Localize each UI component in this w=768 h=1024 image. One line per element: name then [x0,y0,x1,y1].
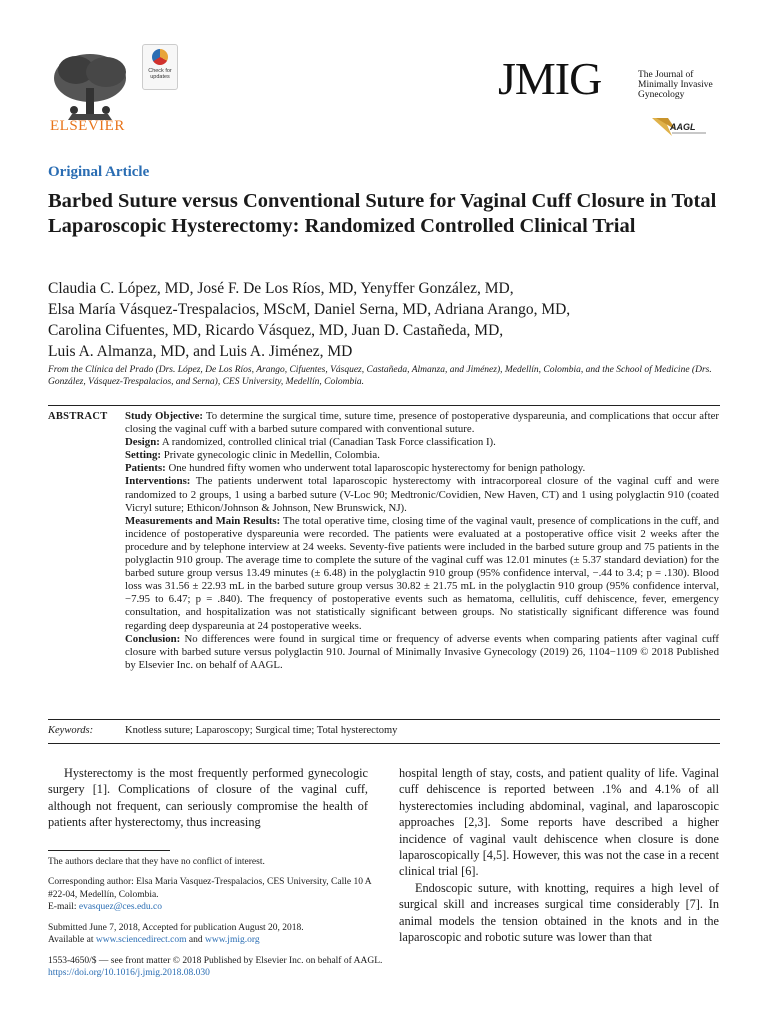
aagl-logo [650,116,710,138]
keywords: Knotless suture; Laparoscopy; Surgical time; Total hysterectomy [125,725,398,736]
svg-text:AAGL: AAGL [670,122,696,132]
article-type: Original Article [48,164,150,180]
corresponding-author: Corresponding author: Elsa Maria Vasquez-Trespalacios, CES University, Calle 10 A #22-04, Medellín, Colombia. [48,877,372,900]
body-paragraph: Endoscopic suture, with knotting, requires a high level of surgical skill and increases surgical time considerably [7]. In animal models the tension obtained in the knots and in the laparoscopic and robotic suture was lower than that [399,880,719,945]
abstract-label: ABSTRACT [48,411,108,422]
available-at: Available at www.sciencedirect.com and www.jmig.org [48,935,260,946]
article-title: Barbed Suture versus Conventional Suture for Vaginal Cuff Closure in Total Laparoscopic Hysterectomy: Randomized Controlled Clinical Trial [48,190,717,237]
crossmark-icon [152,49,168,65]
body-column-right [399,765,719,945]
abstract-results: Measurements and Main Results: The total operative time, closing time of the vaginal vault, presence of complications in the cuff, and incidence of postoperative dyspareunia were recorded. The patients were evaluated at a postoperative office visit 2 weeks after the procedure and by telephone interview at 24 weeks. Seventy-five patients were included in the barbed suture group and 75 patients in the polyglactin 910 group. The average time to complete the suture of the vaginal cuff was 12.01 minutes (± 5.37 standard deviation) for the barbed suture group versus 13.49 minutes (± 6.48) in the polyglactin 910 group (95% confidence interval, −.44 to 3.4; p = .130). Blood loss was 31.56 ± 22.93 mL in the barbed suture group versus 30.82 ± 21.75 mL in the polyglactin 910 group (95% confidence interval, −7.95 to 6.47; p = .840). The frequency of postoperative events such as hematoma, cellulitis, cuff dehiscence, fever, emergency consultation, and hospitalization was not statistically significant between groups. No statistically significant difference was found regarding deep dyspareunia at 24 postoperative weeks. [125,514,719,632]
abstract-top-rule [48,405,720,406]
email-line: E-mail: evasquez@ces.edu.co [48,901,162,912]
issn-doi-block [48,955,548,979]
body-paragraph: hospital length of stay, costs, and patient quality of life. Vaginal cuff dehiscence is reported between .1% and 4.1% of all hysterectomies including abdominal, vaginal, and laparoscopic approaches [2,3]. Some reports have described a higher incidence of vaginal vault dehiscence when closure is done laparoscopically [4,5]. However, this was not the case in a recent clinical trial [6]. [399,766,719,879]
keywords-label: Keywords: [48,725,94,736]
abstract-bottom-rule [48,719,720,720]
keywords-bottom-rule [48,743,720,744]
submission-info [48,922,378,947]
issn-line: 1553-4650/$ — see front matter © 2018 Published by Elsevier Inc. on behalf of AAGL. [48,956,383,966]
journal-fullname: The Journal of Minimally Invasive Gynecology [638,70,713,100]
jmig-link[interactable]: www.jmig.org [204,935,260,946]
submitted-dates: Submitted June 7, 2018, Accepted for publication August 20, 2018. [48,923,304,933]
abstract-setting: Setting: Private gynecologic clinic in Medellin, Colombia. [125,449,380,462]
author-list [48,278,738,362]
elsevier-wordmark: ELSEVIER [50,118,125,134]
sciencedirect-link[interactable]: www.sciencedirect.com [95,935,187,946]
crossmark-label: Check for updates [148,68,172,80]
abstract-design: Design: A randomized, controlled clinical trial (Canadian Task Force classification I). [125,436,496,449]
abstract-patients: Patients: One hundred fifty women who underwent total laparoscopic hysterectomy for benign pathology. [125,462,586,475]
email-link[interactable]: evasquez@ces.edu.co [78,901,162,912]
doi-link[interactable]: https://doi.org/10.1016/j.jmig.2018.08.030 [48,968,210,978]
check-for-updates-badge[interactable] [142,44,178,90]
affiliation: From the Clínica del Prado (Drs. López, De Los Ríos, Arango, Cifuentes, Vásquez, Castañeda, Almanza, and Jiménez), Medellín, Colombia, and the School of Medicine (Drs. González, Vásquez-Trespalacios, and Serna), CES University, Medellín, Colombia. [48,365,712,387]
body-column-left [48,765,368,831]
author-line: Luis A. Almanza, MD, and Luis A. Jiménez, MD [48,343,353,360]
conflict-statement: The authors declare that they have no conflict of interest. [48,857,265,867]
footnotes [48,856,378,913]
author-line: Claudia C. López, MD, José F. De Los Ríos, MD, Yenyffer González, MD, [48,280,514,297]
body-paragraph: Hysterectomy is the most frequently performed gynecologic surgery [1]. Complications of closure of the vaginal cuff, although not frequent, can seriously compromise the health of patients after hysterectomy, thus increasing [48,766,368,830]
abstract-conclusion: Conclusion: No differences were found in surgical time or frequency of adverse events when comparing patients after vaginal cuff closure with barbed suture versus polyglactin 910. Journal of Minimally Invasive Gynecology (2019) 26, 1104−1109 © 2018 Published by Elsevier Inc. on behalf of AAGL. [125,632,719,671]
abstract-interventions: Interventions: The patients underwent total laparoscopic hysterectomy with intracorporeal closure of the vaginal cuff and were randomized to 2 groups, 1 using a barbed suture (V-Loc 90; Medtronic/Covidien, New Haven, CT) and 1 using polyglactin 910 (coated Vicryl suture; Ethicon/Johnson & Johnson, New Brunswick, NJ). [125,475,719,514]
author-line: Elsa María Vásquez-Trespalacios, MScM, Daniel Serna, MD, Adriana Arango, MD, [48,301,571,318]
author-line: Carolina Cifuentes, MD, Ricardo Vásquez, MD, Juan D. Castañeda, MD, [48,322,504,339]
abstract-objective: Study Objective: To determine the surgical time, suture time, presence of postoperative dyspareunia, and complications that occur after closing the vaginal cuff with a barbed suture compared with conventional suture. [125,410,719,436]
journal-logo: JMIG [498,53,602,104]
abstract-body [125,410,719,672]
footnote-rule [48,850,170,851]
